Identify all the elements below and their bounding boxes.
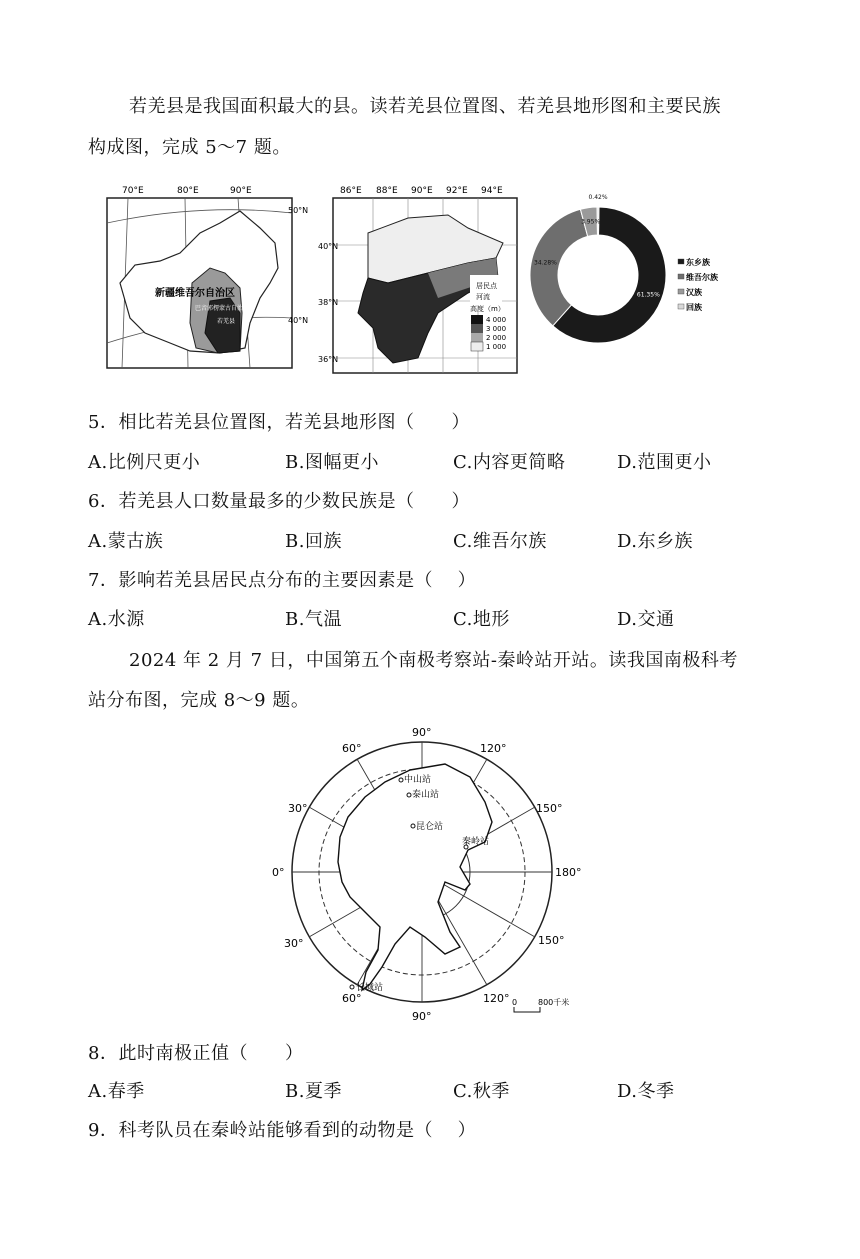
map3-scale-zero: 0 [512,998,518,1007]
question-7-option-b: B.气温 [285,609,342,630]
intro2-paragraph-line-2: 站分布图，完成 8～9 题。 [88,690,310,711]
map2-lat-40: 40°N [318,242,339,251]
map3-scale-label: 800千米 [538,998,570,1007]
donut-legend-swatch-2 [678,289,684,294]
question-6-option-a: A.蒙古族 [88,531,164,552]
map3-label-120-upper: 120° [480,742,507,755]
map2-lon-94: 94°E [481,186,503,196]
question-6-stem: 6．若羌县人口数量最多的少数民族是（ ） [88,491,470,512]
map1-prefecture-label: 巴音郭楞蒙古自治州 [195,305,250,312]
map2-lon-88: 88°E [376,186,398,196]
map2-legend-elevation-title: 高度（m） [470,305,505,313]
question-7-option-d: D.交通 [617,609,675,630]
question-8-option-c: C.秋季 [453,1081,510,1102]
donut-slices [530,207,666,343]
donut-legend-swatch-1 [678,274,684,279]
map2-lon-86: 86°E [340,186,362,196]
question-5-stem: 5．相比若羌县位置图，若羌县地形图（ ） [88,412,470,433]
map3-label-30-upper: 30° [288,802,308,815]
map3-label-180: 180° [555,866,582,879]
map2-elev-3000: 3 000 [486,325,507,333]
map1-region-label: 新疆维吾尔自治区 [155,288,235,299]
intro-paragraph-line-1: 若羌县是我国面积最大的县。读若羌县位置图、若羌县地形图和主要民族 [129,96,721,117]
antarctic-stations-map [270,722,600,1027]
map2-lat-36: 36°N [318,355,339,364]
donut-slice-label-2: 3.95% [581,218,601,226]
station-kunlun: 昆仑站 [416,822,444,832]
donut-legend-label-0: 东乡族 [686,258,710,267]
map2-elev-2000: 2 000 [486,334,507,342]
ruoqiang-location-map [100,183,315,375]
station-zhongshan: 中山站 [404,775,432,785]
question-6-option-d: D.东乡族 [617,531,694,552]
map2-legend-settlement: 居民点 [476,282,497,290]
question-6-option-b: B.回族 [285,531,342,552]
station-taishan: 泰山站 [412,790,440,800]
map1-lon-90: 90°E [230,186,252,196]
map3-label-150-lower: 150° [538,934,565,947]
question-8-stem: 8．此时南极正值（ ） [88,1043,304,1064]
donut-legend-label-2: 汉族 [686,288,702,297]
donut-slice-label-3: 0.42% [588,194,608,201]
map2-legend-river: 河流 [476,293,490,301]
map2-elev-1000: 1 000 [486,343,507,351]
map2-lon-92: 92°E [446,186,468,196]
donut-legend-label-3: 回族 [686,303,702,312]
question-7-option-a: A.水源 [88,609,145,630]
map3-label-120-lower: 120° [483,992,510,1005]
station-changcheng: 长城站 [356,983,384,993]
donut-legend-swatch-3 [678,304,684,309]
intro2-paragraph-line-1: 2024 年 2 月 7 日，中国第五个南极考察站-秦岭站开站。读我国南极科考 [129,650,738,671]
donut-slice-1 [530,209,588,326]
question-6-option-c: C.维吾尔族 [453,531,547,552]
question-8-option-d: D.冬季 [617,1081,675,1102]
question-5-option-d: D.范围更小 [617,452,712,473]
map1-lon-70: 70°E [122,186,144,196]
ethnic-composition-donut-chart [528,183,733,368]
map2-elev-4000: 4 000 [486,316,507,324]
map2-lat-38: 38°N [318,298,339,307]
question-8-option-b: B.夏季 [285,1081,342,1102]
map3-label-90-bottom: 90° [412,1010,432,1023]
map1-lat-40: 40°N [288,316,309,325]
donut-legend-label-1: 维吾尔族 [686,273,718,282]
map3-label-60-lower: 60° [342,992,362,1005]
question-7-option-c: C.地形 [453,609,510,630]
donut-legend-swatch-0 [678,259,684,264]
question-9-stem: 9．科考队员在秦岭站能够看到的动物是（ ） [88,1120,477,1141]
map1-lat-50: 50°N [288,206,309,215]
map3-label-60-upper: 60° [342,742,362,755]
map3-label-30-lower: 30° [284,937,304,950]
ruoqiang-terrain-map [318,183,523,378]
map1-lon-80: 80°E [177,186,199,196]
intro-paragraph-line-2: 构成图，完成 5～7 题。 [88,137,291,158]
map3-label-0: 0° [272,866,285,879]
map2-lon-90: 90°E [411,186,433,196]
station-qinling: 秦岭站 [462,837,490,847]
donut-legend [678,257,718,312]
donut-slice-label-0: 61.35% [636,291,660,299]
map1-county-label: 若羌县 [217,318,236,325]
map3-label-150-upper: 150° [536,802,563,815]
question-5-option-b: B.图幅更小 [285,452,379,473]
question-8-option-a: A.春季 [88,1081,145,1102]
map3-label-90-top: 90° [412,726,432,739]
question-5-option-c: C.内容更简略 [453,452,566,473]
donut-slice-label-1: 34.28% [534,259,557,267]
question-7-stem: 7．影响若羌县居民点分布的主要因素是（ ） [88,570,477,591]
question-5-option-a: A.比例尺更小 [88,452,201,473]
